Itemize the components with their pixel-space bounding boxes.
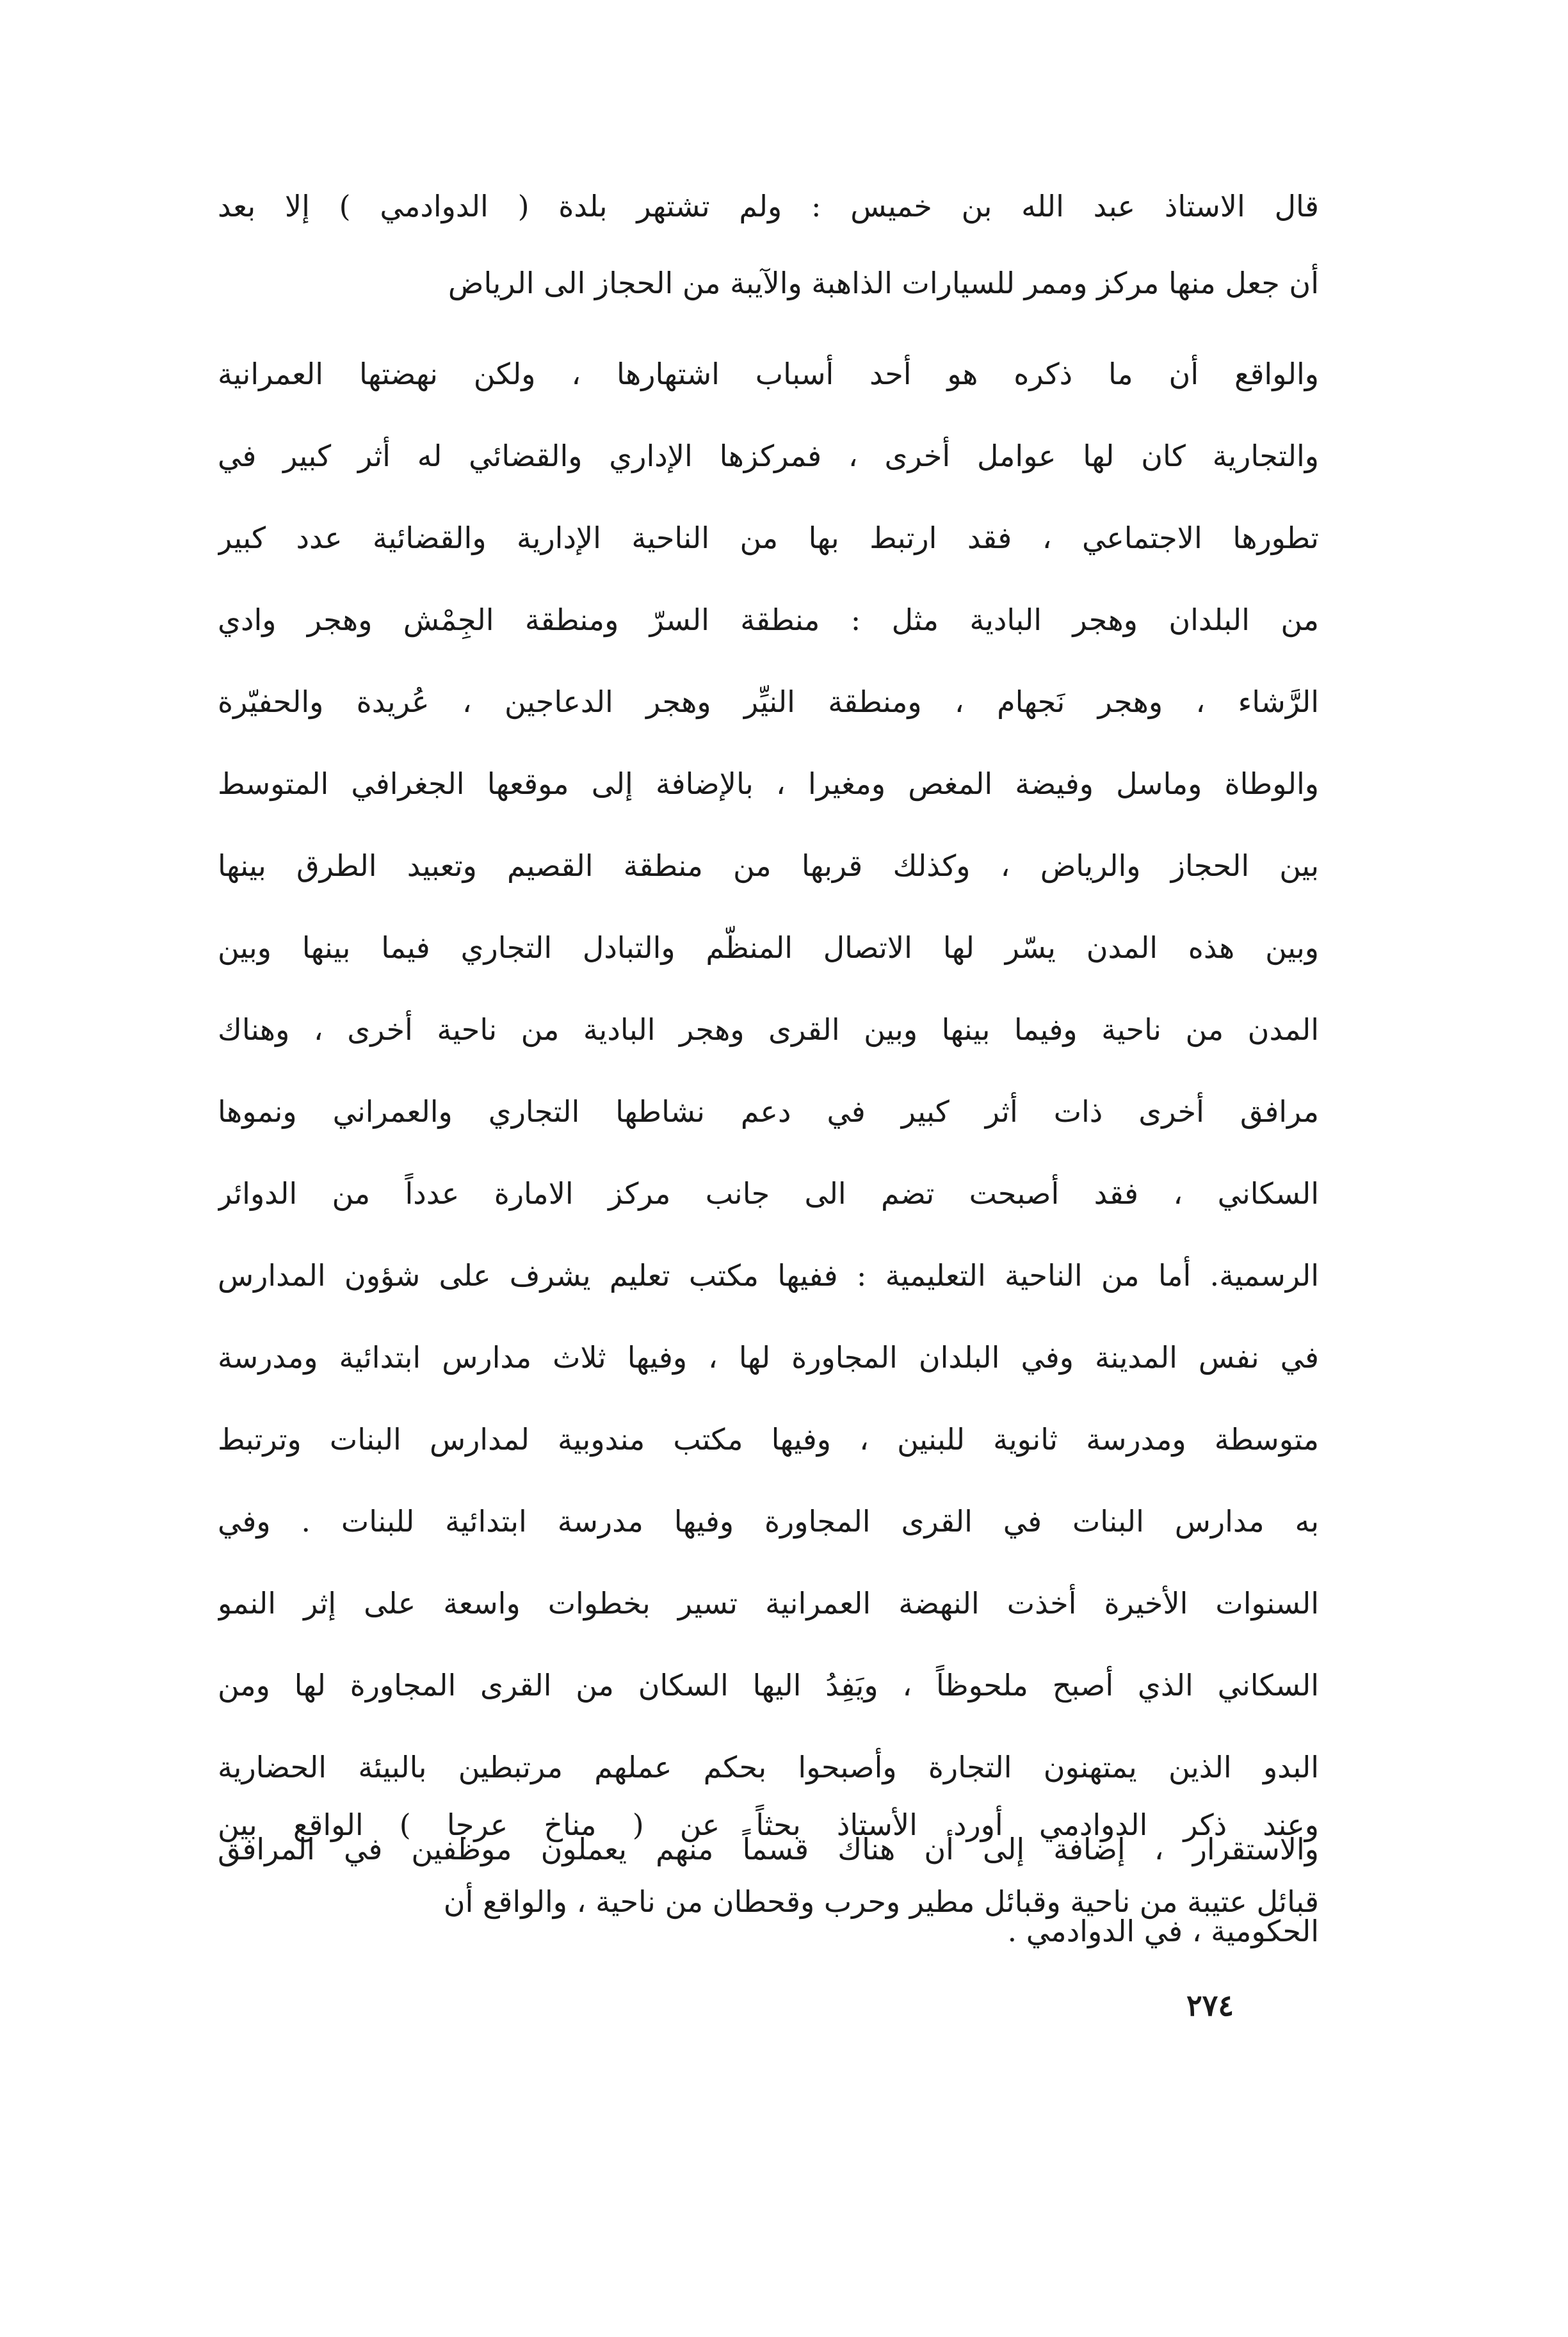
text-line: من البلدان وهجر البادية مثل : منطقة السرّ ومنطقة الجِمْش وهجر وادي: [218, 602, 1319, 637]
intro-paragraph: [218, 168, 1319, 321]
text-line: الرسمية. أما من الناحية التعليمية : ففيها مكتب تعليم يشرف على شؤون المدارس: [218, 1258, 1319, 1293]
text-line: البدو الذين يمتهنون التجارة وأصبحوا بحكم عملهم مرتبطين بالبيئة الحضارية: [218, 1750, 1319, 1784]
text-line: والواقع أن ما ذكره هو أحد أسباب اشتهارها ، ولكن نهضتها العمرانية: [218, 357, 1319, 391]
text-line: والوطاة وماسل وفيضة المغص ومغيرا ، بالإضافة إلى موقعها الجغرافي المتوسط: [218, 766, 1319, 801]
text-line: الرَّشاء ، وهجر نَجهام ، ومنطقة النيِّر وهجر الدعاجين ، عُريدة والحفيّرة: [218, 684, 1319, 719]
text-line: المدن من ناحية وفيما بينها وبين القرى وهجر البادية من ناحية أخرى ، وهناك: [218, 1012, 1319, 1047]
text-line: السكاني ، فقد أصبحت تضم الى جانب مركز الامارة عدداً من الدوائر: [218, 1176, 1319, 1211]
text-line: والتجارية كان لها عوامل أخرى ، فمركزها الإداري والقضائي له أثر كبير في: [218, 439, 1319, 473]
text-line: تطورها الاجتماعي ، فقد ارتبط بها من الناحية الإدارية والقضائية عدد كبير: [218, 521, 1319, 555]
text-line: السكاني الذي أصبح ملحوظاً ، ويَفِدُ اليها السكان من القرى المجاورة لها ومن: [218, 1668, 1319, 1702]
page-number: ٢٧٤: [1186, 1988, 1234, 2023]
text-line: في نفس المدينة وفي البلدان المجاورة لها ، وفيها ثلاث مدارس ابتدائية ومدرسة: [218, 1340, 1319, 1375]
text-line: وعند ذكر الدوادمي أورد الأستاذ بحثاً عن ( مناخ عرجا ) الواقع بين: [218, 1807, 1319, 1842]
text-line: قبائل عتيبة من ناحية وقبائل مطير وحرب وقحطان من ناحية ، والواقع أن: [443, 1884, 1319, 1919]
closing-paragraph: [218, 1786, 1319, 1940]
text-line: متوسطة ومدرسة ثانوية للبنين ، وفيها مكتب مندوبية لمدارس البنات وترتبط: [218, 1422, 1319, 1457]
text-line: والاستقرار ، إضافة إلى أن هناك قسماً منهم يعملون موظفين في المرافق: [218, 1832, 1319, 1866]
text-line: السنوات الأخيرة أخذت النهضة العمرانية تسير بخطوات واسعة على إثر النمو: [218, 1586, 1319, 1621]
text-line: مرافق أخرى ذات أثر كبير في دعم نشاطها التجاري والعمراني ونموها: [218, 1094, 1319, 1129]
body-paragraph: [218, 333, 1319, 1972]
text-line: به مدارس البنات في القرى المجاورة وفيها مدرسة ابتدائية للبنات . وفي: [218, 1504, 1319, 1539]
text-line: قال الاستاذ عبد الله بن خميس : ولم تشتهر بلدة ( الدوادمي ) إلا بعد: [218, 189, 1319, 223]
text-line: وبين هذه المدن يسّر لها الاتصال المنظّم والتبادل التجاري فيما بينها وبين: [218, 930, 1319, 965]
text-line: الحكومية ، في الدوادمي .: [1007, 1914, 1319, 1948]
text-line: أن جعل منها مركز وممر للسيارات الذاهبة والآيبة من الحجاز الى الرياض: [448, 266, 1319, 300]
text-line: بين الحجاز والرياض ، وكذلك قربها من منطقة القصيم وتعبيد الطرق بينها: [218, 848, 1319, 883]
